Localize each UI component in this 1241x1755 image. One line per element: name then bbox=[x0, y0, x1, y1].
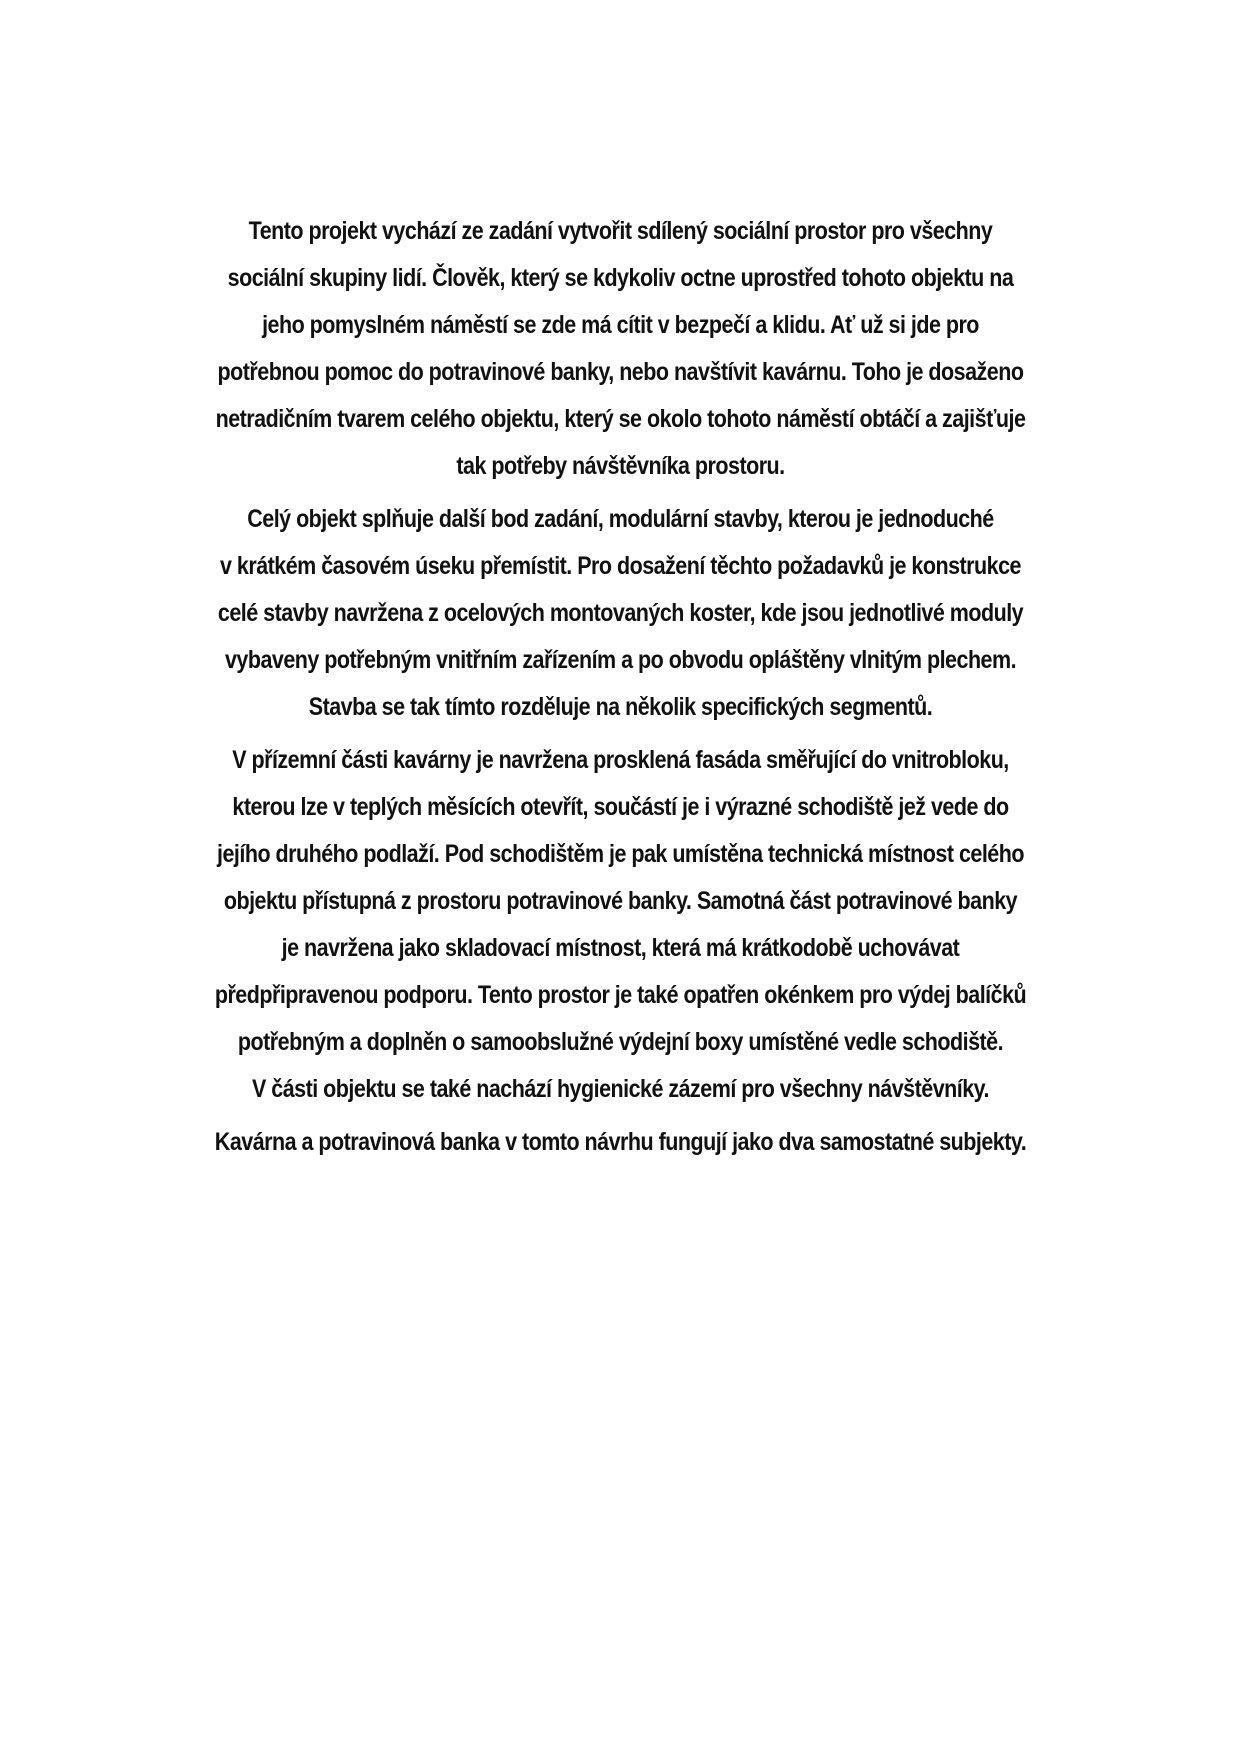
paragraph-line: netradičním tvarem celého objektu, který se okolo tohoto náměstí obtáčí a zajišťuje bbox=[215, 405, 1026, 433]
paragraph-line: Stavba se tak tímto rozděluje na několik specifických segmentů. bbox=[308, 693, 933, 721]
paragraph-line: V přízemní části kavárny je navržena prosklená fasáda směřující do vnitrobloku, bbox=[232, 746, 1009, 774]
paragraph-line: jejího druhého podlaží. Pod schodištěm je pak umístěna technická místnost celého bbox=[217, 840, 1024, 868]
paragraph-line: jeho pomyslném náměstí se zde má cítit v bezpečí a klidu. Ať už si jde pro bbox=[262, 311, 979, 339]
paragraph-line: předpřipravenou podporu. Tento prostor je také opatřen okénkem pro výdej balíčků bbox=[214, 981, 1027, 1009]
paragraph-2 bbox=[199, 496, 1043, 731]
paragraph-line: potřebným a doplněn o samoobslužné výdejní boxy umístěné vedle schodiště. bbox=[237, 1028, 1004, 1056]
paragraph-line: Celý objekt splňuje další bod zadání, modulární stavby, kterou je jednoduché bbox=[247, 505, 994, 533]
paragraph-line: sociální skupiny lidí. Člověk, který se kdykoliv octne uprostřed tohoto objektu na bbox=[227, 264, 1014, 292]
paragraph-line: je navržena jako skladovací místnost, která má krátkodobě uchovávat bbox=[281, 934, 960, 962]
paragraph-line: V části objektu se také nachází hygienické zázemí pro všechny návštěvníky. bbox=[252, 1075, 989, 1103]
paragraph-line: potřebnou pomoc do potravinové banky, nebo navštívit kavárnu. Toho je dosaženo bbox=[217, 358, 1024, 386]
paragraph-line: objektu přístupná z prostoru potravinové banky. Samotná část potravinové banky bbox=[223, 887, 1018, 915]
paragraph-4 bbox=[199, 1119, 1043, 1166]
paragraph-line: Kavárna a potravinová banka v tomto návrhu fungují jako dva samostatné subjekty. bbox=[214, 1128, 1027, 1156]
paragraph-3 bbox=[199, 737, 1043, 1113]
paragraph-line: vybaveny potřebným vnitřním zařízením a po obvodu opláštěny vlnitým plechem. bbox=[224, 646, 1017, 674]
paragraph-line: v krátkém časovém úseku přemístit. Pro dosažení těchto požadavků je konstrukce bbox=[220, 552, 1021, 580]
paragraph-line: kterou lze v teplých měsících otevřít, součástí je i výrazné schodiště jež vede do bbox=[232, 793, 1009, 821]
paragraph-1 bbox=[199, 208, 1043, 490]
paragraph-line: Tento projekt vychází ze zadání vytvořit sdílený sociální prostor pro všechny bbox=[248, 217, 993, 245]
paragraph-line: tak potřeby návštěvníka prostoru. bbox=[456, 452, 785, 480]
paragraph-line: celé stavby navržena z ocelových montovaných koster, kde jsou jednotlivé moduly bbox=[217, 599, 1024, 627]
body-text bbox=[199, 208, 1043, 1172]
